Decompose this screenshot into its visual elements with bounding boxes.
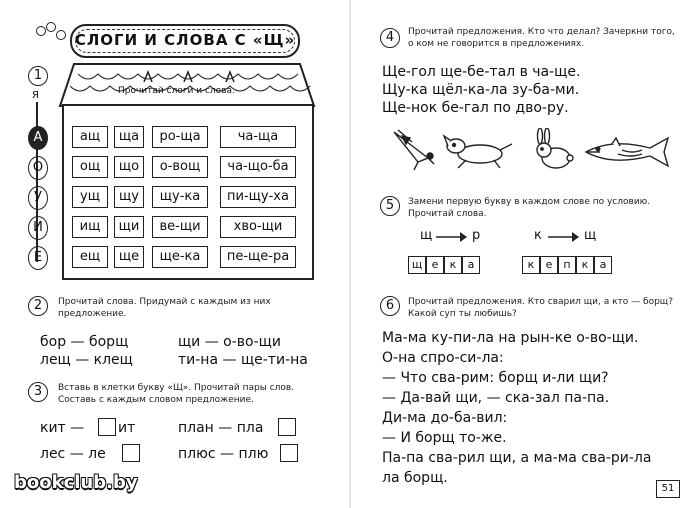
sentence: Па-па сва-рил щи, а ма-ма сва-ри-ла: [382, 450, 652, 466]
arrow-right-icon: [548, 231, 580, 243]
rule-from: к: [534, 228, 542, 243]
sentence: Щу-ка щёл-ка-ла зу-ба-ми.: [382, 82, 580, 98]
exercise-2-instruction: Прочитай слова. Придумай с каждым из них предложение.: [58, 297, 271, 319]
sentence: — И борщ то-же.: [382, 430, 507, 446]
word-cell: ще-ка: [152, 246, 208, 268]
bead-icon: [56, 30, 66, 40]
letter-cell: а: [594, 256, 612, 274]
sentence: Ще-гол ще-бе-тал в ча-ще.: [382, 64, 581, 80]
letter-cell: п: [558, 256, 576, 274]
word-pair: ти-на — ще-ти-на: [178, 352, 308, 368]
word-pair: плюс — плю: [178, 446, 269, 462]
puppy-icon[interactable]: [442, 130, 516, 170]
word-pair: план — пла: [178, 420, 264, 436]
exercise-4-instruction: Прочитай предложения. Кто что делал? Зачеркни того, о ком не говорится в предложениях.: [408, 27, 675, 49]
syllable-cell: щу: [114, 186, 144, 208]
roof-icon: [56, 62, 318, 108]
letter-box[interactable]: [278, 418, 296, 436]
title-banner: [70, 24, 300, 58]
syllable-cell: ащ: [72, 126, 108, 148]
sentence: — Что сва-рим: борщ и-ли щи?: [382, 370, 609, 386]
sentence: Ма-ма ку-пи-ла на рын-ке о-во-щи.: [382, 330, 639, 346]
sentence: Ще-нок бе-гал по дво-ру.: [382, 100, 569, 116]
vowel-i: И: [28, 216, 48, 240]
sentence: — Да-вай щи, — ска-зал па-па.: [382, 390, 610, 406]
word-cell: ве-щи: [152, 216, 208, 238]
pike-fish-icon[interactable]: [582, 134, 672, 170]
sentence: Ди-ма до-ба-вил:: [382, 410, 508, 426]
letter-cell: к: [522, 256, 540, 274]
vowel-u: У: [28, 186, 48, 210]
word-cell: ча-що-ба: [220, 156, 296, 178]
exercise-6-instruction: Прочитай предложения. Кто сварил щи, а кто — борщ? Какой суп ты любишь?: [408, 297, 674, 319]
syllable-cell: щи: [114, 216, 144, 238]
vowel-o: О: [28, 156, 48, 180]
word-cell: ча-ща: [220, 126, 296, 148]
syllable-cell: ща: [114, 126, 144, 148]
vowel-a: А: [28, 126, 48, 150]
letter-box[interactable]: [98, 418, 116, 436]
letter-box[interactable]: [280, 444, 298, 462]
syllable-cell: ещ: [72, 246, 108, 268]
snail-icon: [36, 22, 66, 52]
syllable-cell: що: [114, 156, 144, 178]
word-pair: бор — борщ: [40, 334, 129, 350]
word-pair: щи — о-во-щи: [178, 334, 281, 350]
word-cell: щу-ка: [152, 186, 208, 208]
word-pair: лес — ле: [40, 446, 106, 462]
goldfinch-icon[interactable]: [388, 122, 440, 172]
page-number: 51: [656, 480, 680, 498]
letter-box[interactable]: [122, 444, 140, 462]
exercise-1-instruction: Прочитай слоги и слова.: [118, 86, 235, 96]
syllable-cell: ущ: [72, 186, 108, 208]
exercise-number-2: 2: [28, 296, 48, 316]
bead-icon: [46, 22, 56, 32]
word-cell: пи-щу-ха: [220, 186, 296, 208]
sentence: О-на спро-си-ла:: [382, 350, 504, 366]
syllable-cell: ощ: [72, 156, 108, 178]
sentence: ла борщ.: [382, 470, 448, 486]
page-title: СЛОГИ И СЛОВА С «Щ»: [74, 31, 296, 49]
word-part: ит: [118, 420, 136, 436]
rule-from: щ: [420, 228, 433, 243]
letter-cell: е: [426, 256, 444, 274]
word-pair: лещ — клещ: [40, 352, 133, 368]
exercise-number-4: 4: [380, 28, 400, 48]
exercise-number-6: 6: [380, 296, 400, 316]
letter-cell: щ: [408, 256, 426, 274]
word-cell: пе-ще-ра: [220, 246, 296, 268]
word-cell: хво-щи: [220, 216, 296, 238]
exercise-3-instruction: Вставь в клетки букву «Щ». Прочитай пары слов. Составь с каждым словом предложение.: [58, 383, 295, 405]
exercise-number-1: 1: [28, 66, 48, 86]
letter-cell: а: [462, 256, 480, 274]
watermark-logo: bookclub.by: [14, 472, 138, 493]
bead-icon: [36, 26, 46, 36]
exercise-number-3: 3: [28, 382, 48, 402]
right-page: [350, 0, 700, 508]
word-pair: кит —: [40, 420, 85, 436]
rabbit-icon[interactable]: [530, 128, 576, 172]
syllable-cell: ще: [114, 246, 144, 268]
letter-cell: к: [444, 256, 462, 274]
letter-cell: е: [540, 256, 558, 274]
arrow-right-icon: [436, 231, 468, 243]
rule-to: р: [472, 228, 481, 243]
syllable-cell: ищ: [72, 216, 108, 238]
rule-to: щ: [584, 228, 597, 243]
vowel-e: Е: [28, 246, 48, 270]
word-cell: о-вощ: [152, 156, 208, 178]
letter-cell: к: [576, 256, 594, 274]
letter-ya: Я: [32, 90, 39, 101]
exercise-5-instruction: Замени первую букву в каждом слове по условию. Прочитай слова.: [408, 197, 651, 219]
exercise-number-5: 5: [380, 196, 400, 216]
word-cell: ро-ща: [152, 126, 208, 148]
